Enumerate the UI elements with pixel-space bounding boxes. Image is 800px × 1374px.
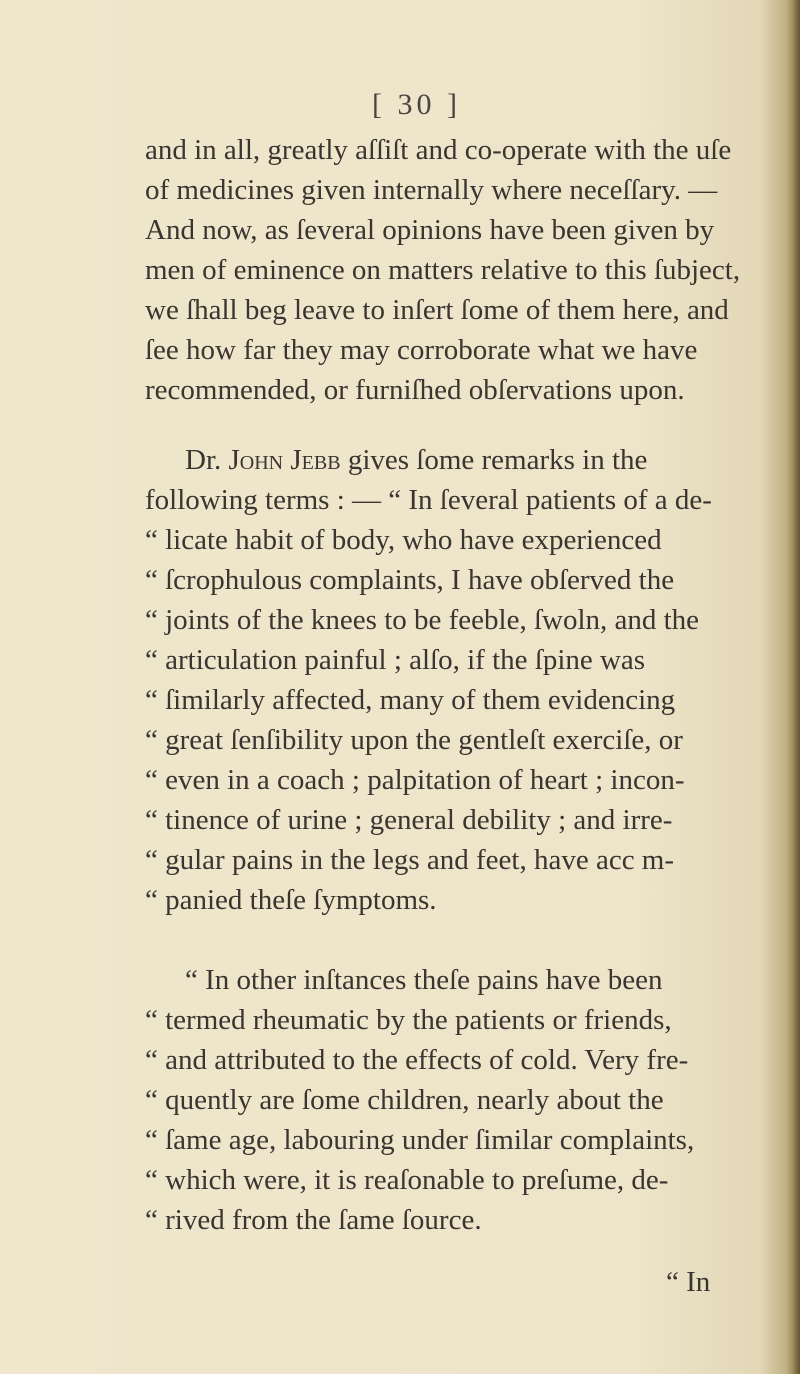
text-line: recommended, or furniſhed obſervations upon. [145,374,685,406]
text-line: “ even in a coach ; palpitation of heart ; incon- [145,764,685,796]
text-line: “ In other inſtances theſe pains have been [185,964,663,996]
opening-line-rest: gives ſome remarks in the [340,444,648,476]
text-line: “ ſimilarly affected, many of them evidencing [145,684,676,716]
text-line: of medicines given internally where neceſſary. — [145,174,718,206]
text-line: ſee how far they may corroborate what we have [145,334,698,366]
text-line: “ gular pains in the legs and feet, have acc m- [145,844,675,876]
text-line: following terms : — “ In ſeveral patients of a de- [145,484,712,516]
text-line: men of eminence on matters relative to this ſubject, [145,254,741,286]
text-line: “ panied theſe ſymptoms. [145,884,437,916]
page-edge [786,0,800,1374]
text-line: and in all, greatly aſſiſt and co-operate with the uſe [145,134,732,166]
text-line: “ licate habit of body, who have experienced [145,524,662,556]
text-line: “ and attributed to the effects of cold. Very fre- [145,1044,689,1076]
text-line: “ rived from the ſame ſource. [145,1204,482,1236]
text-line: “ quently are ſome children, nearly about the [145,1084,664,1116]
text-line: “ articulation painful ; alſo, if the ſpine was [145,644,646,676]
text-line: “ ſcrophulous complaints, I have obſerved the [145,564,675,596]
text-line: “ ſame age, labouring under ſimilar complaints, [145,1124,695,1156]
paragraph-opening-line [185,440,780,480]
author-title: Dr. [185,444,229,476]
text-line: And now, as ſeveral opinions have been given by [145,214,715,246]
author-name: John Jebb [228,444,341,476]
text-line: “ tinence of urine ; general debility ; and irre- [145,804,673,836]
text-line: “ termed rheumatic by the patients or friends, [145,1004,672,1036]
text-line: “ which were, it is reaſonable to preſume, de- [145,1164,669,1196]
text-line: “ joints of the knees to be feeble, ſwoln, and the [145,604,700,636]
text-line: “ great ſenſibility upon the gentleſt exerciſe, or [145,724,683,756]
catchword: “ In [666,1266,711,1298]
text-line: we ſhall beg leave to inſert ſome of them here, and [145,294,729,326]
page-number-header: [ 30 ] [372,88,461,121]
